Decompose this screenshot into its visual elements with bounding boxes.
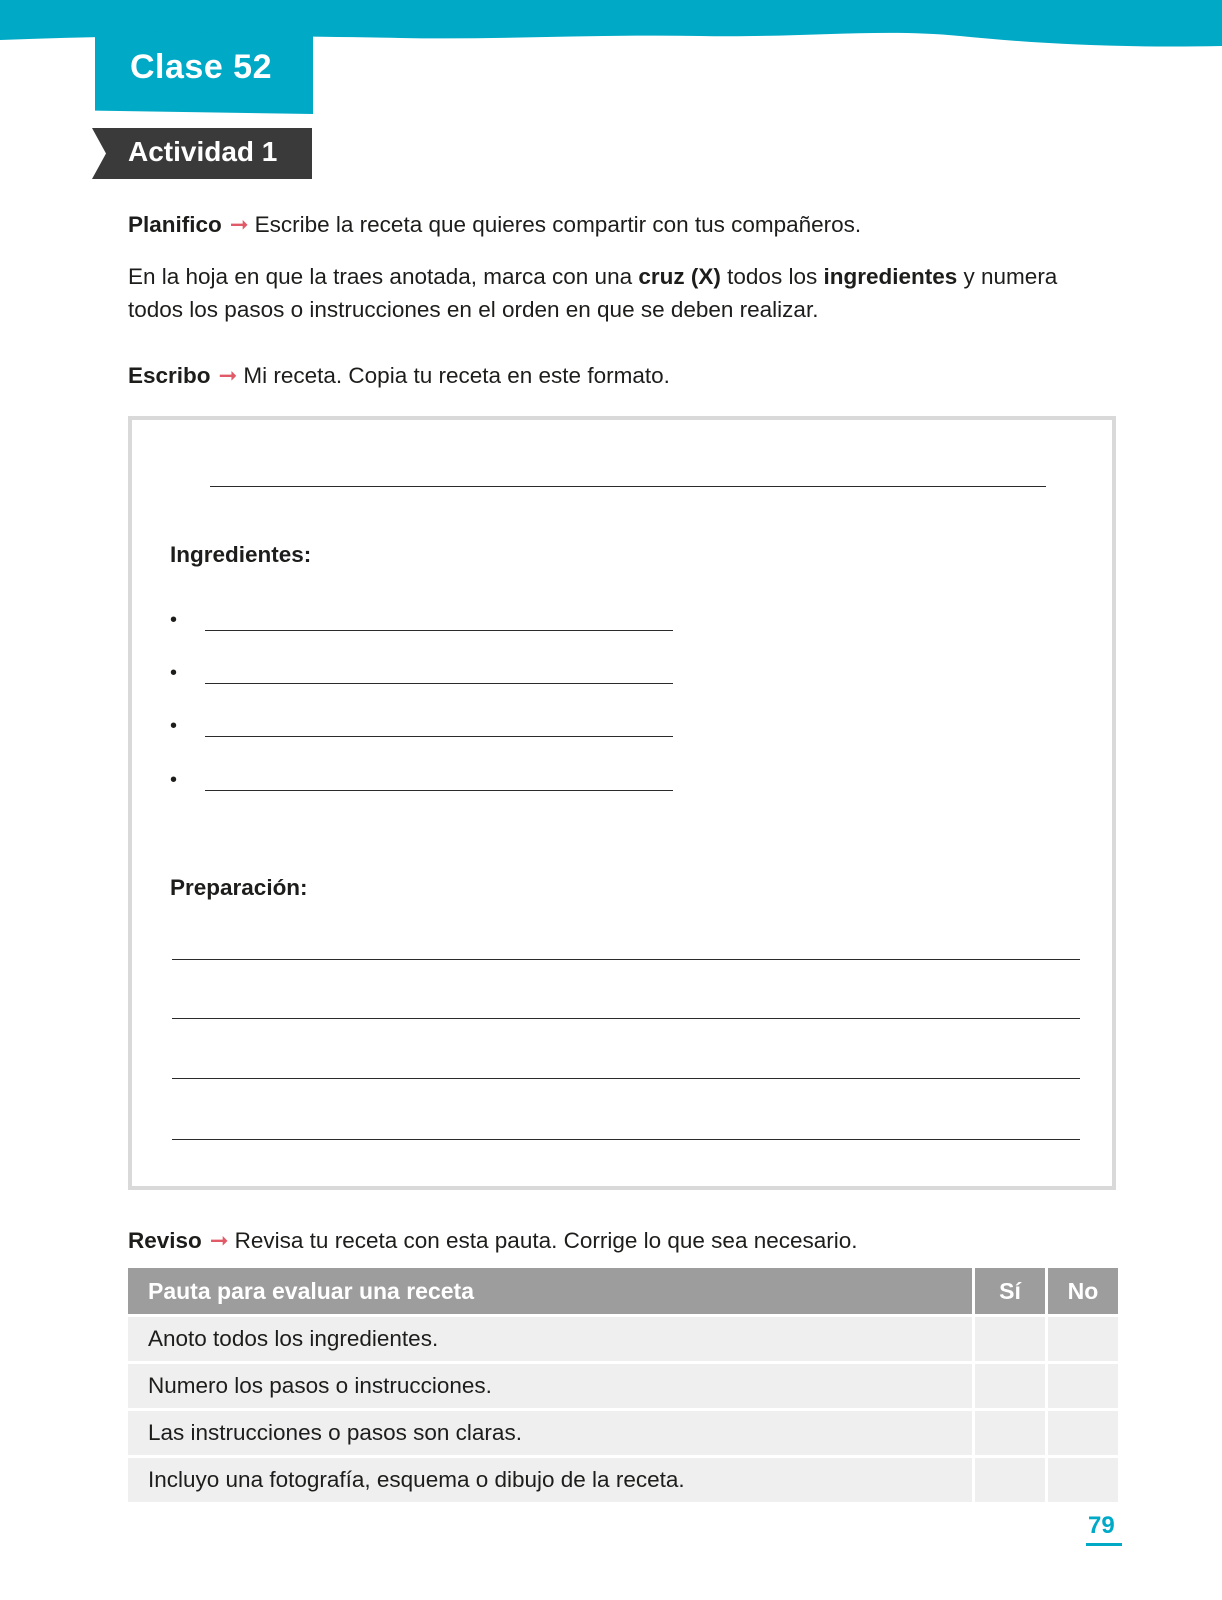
table-row	[128, 1455, 1118, 1502]
criteria-cell: Anoto todos los ingredientes.	[128, 1314, 975, 1361]
recipe-form-box	[128, 416, 1116, 1190]
table-header-criteria: Pauta para evaluar una receta	[128, 1268, 975, 1314]
ingredient-line[interactable]	[205, 790, 673, 791]
no-checkbox-cell[interactable]	[1048, 1455, 1118, 1502]
table-header-no: No	[1048, 1268, 1118, 1314]
bullet-icon: •	[170, 769, 178, 791]
ingredient-line[interactable]	[205, 630, 673, 631]
recipe-title-line[interactable]	[210, 486, 1046, 487]
no-checkbox-cell[interactable]	[1048, 1314, 1118, 1361]
ingredient-line[interactable]	[205, 683, 673, 684]
clase-title: Clase 52	[130, 48, 272, 86]
table-row	[128, 1361, 1118, 1408]
reviso-instruction	[128, 1224, 858, 1257]
no-checkbox-cell[interactable]	[1048, 1361, 1118, 1408]
yes-checkbox-cell[interactable]	[975, 1455, 1048, 1502]
yes-checkbox-cell[interactable]	[975, 1361, 1048, 1408]
actividad-title: Actividad 1	[128, 136, 278, 167]
escribo-instruction	[128, 359, 670, 392]
preparation-label: Preparación:	[170, 875, 308, 900]
planifico-text: Escribe la receta que quieres compartir con tus compañeros.	[254, 212, 862, 237]
planifico-instruction	[128, 208, 861, 241]
marca-instruction: En la hoja en que la traes anotada, marca con una cruz (X) todos los ingredientes y numera todos los pasos o instrucciones en el orden en que se deben realizar.	[128, 264, 1058, 322]
criteria-cell: Las instrucciones o pasos son claras.	[128, 1408, 975, 1455]
yes-checkbox-cell[interactable]	[975, 1314, 1048, 1361]
reviso-label: Reviso	[128, 1228, 202, 1253]
table-row	[128, 1408, 1118, 1455]
reviso-text: Revisa tu receta con esta pauta. Corrige lo que sea necesario.	[234, 1228, 858, 1253]
evaluation-table	[128, 1268, 1118, 1502]
preparation-line[interactable]	[172, 1139, 1080, 1140]
planifico-label: Planifico	[128, 212, 222, 237]
preparation-line[interactable]	[172, 959, 1080, 960]
escribo-text: Mi receta. Copia tu receta en este formato.	[243, 363, 670, 388]
preparation-line[interactable]	[172, 1078, 1080, 1079]
criteria-cell: Incluyo una fotografía, esquema o dibujo de la receta.	[128, 1455, 975, 1502]
no-checkbox-cell[interactable]	[1048, 1408, 1118, 1455]
arrow-right-icon: ➞	[218, 363, 238, 388]
yes-checkbox-cell[interactable]	[975, 1408, 1048, 1455]
criteria-cell: Numero los pasos o instrucciones.	[128, 1361, 975, 1408]
ingredient-line[interactable]	[205, 736, 673, 737]
ingredients-label: Ingredientes:	[170, 542, 312, 567]
bullet-icon: •	[170, 715, 178, 737]
arrow-right-icon: ➞	[229, 212, 249, 237]
table-header-row	[128, 1268, 1118, 1314]
arrow-right-icon: ➞	[209, 1228, 229, 1253]
table-header-yes: Sí	[975, 1268, 1048, 1314]
table-row	[128, 1314, 1118, 1361]
bullet-icon: •	[170, 662, 178, 684]
preparation-line[interactable]	[172, 1018, 1080, 1019]
escribo-label: Escribo	[128, 363, 211, 388]
page-number-underline	[1086, 1543, 1122, 1546]
bullet-icon: •	[170, 609, 178, 631]
page-number: 79	[1088, 1512, 1115, 1539]
